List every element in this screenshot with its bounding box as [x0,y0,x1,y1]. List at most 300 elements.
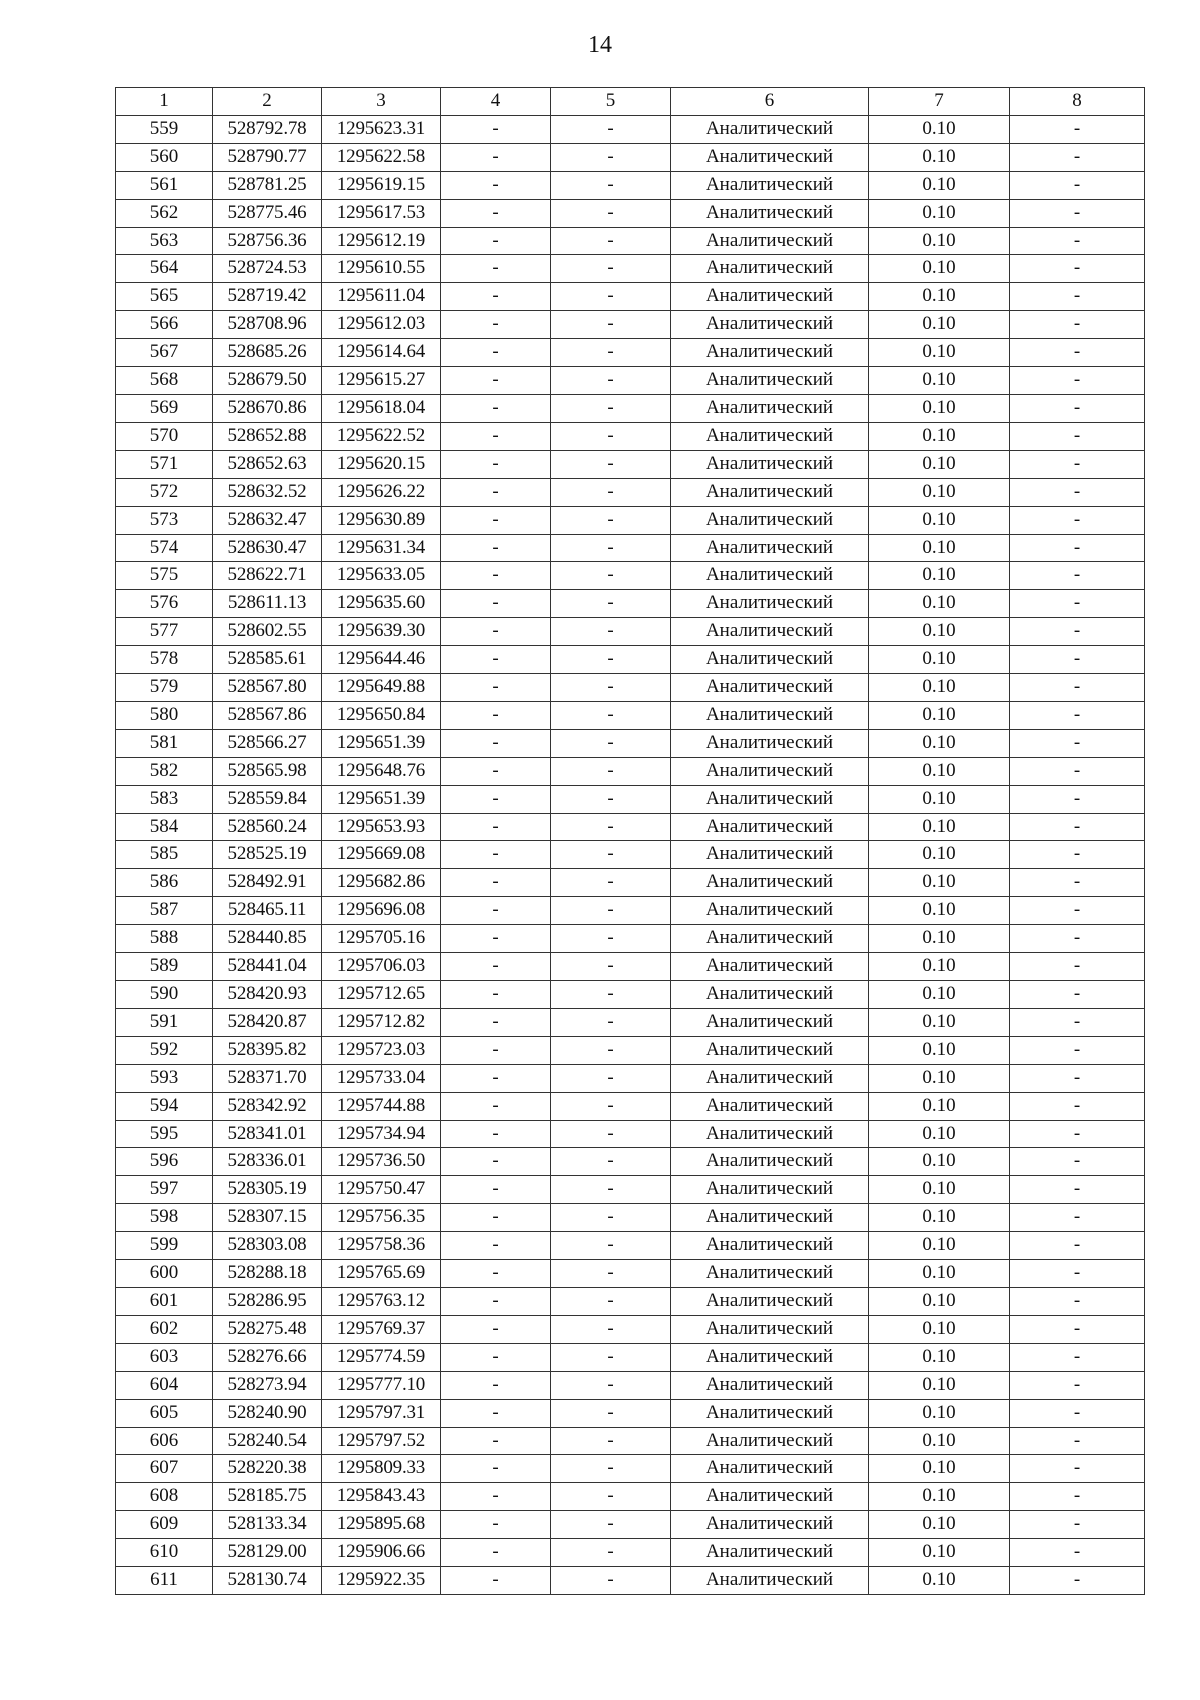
col-4-cell: - [441,283,551,311]
col-5-cell: - [551,785,671,813]
col-4-cell: - [441,981,551,1009]
col-8-cell: - [1010,869,1145,897]
method-cell: Аналитический [671,506,869,534]
col-5-cell: - [551,394,671,422]
point-number-cell: 566 [116,311,213,339]
col-5-cell: - [551,841,671,869]
table-row [116,562,1145,590]
col-8-cell: - [1010,143,1145,171]
col-4-cell: - [441,841,551,869]
coord-y-cell: 1295639.30 [322,618,441,646]
col-8-cell: - [1010,450,1145,478]
table-row [116,590,1145,618]
method-cell: Аналитический [671,115,869,143]
accuracy-cell: 0.10 [869,1176,1010,1204]
col-4-cell: - [441,897,551,925]
col-5-cell: - [551,1148,671,1176]
col-4-cell: - [441,590,551,618]
accuracy-cell: 0.10 [869,1343,1010,1371]
coord-y-cell: 1295797.31 [322,1399,441,1427]
table-row [116,367,1145,395]
col-5-cell: - [551,1343,671,1371]
point-number-cell: 597 [116,1176,213,1204]
table-row [116,506,1145,534]
col-5-cell: - [551,422,671,450]
point-number-cell: 590 [116,981,213,1009]
point-number-cell: 583 [116,785,213,813]
method-cell: Аналитический [671,171,869,199]
col-8-cell: - [1010,1343,1145,1371]
col-4-cell: - [441,1455,551,1483]
table-row [116,925,1145,953]
method-cell: Аналитический [671,283,869,311]
method-cell: Аналитический [671,562,869,590]
col-4-cell: - [441,1315,551,1343]
accuracy-cell: 0.10 [869,841,1010,869]
point-number-cell: 576 [116,590,213,618]
accuracy-cell: 0.10 [869,199,1010,227]
method-cell: Аналитический [671,143,869,171]
col-8-cell: - [1010,1232,1145,1260]
coord-x-cell: 528567.80 [213,674,322,702]
col-8-cell: - [1010,367,1145,395]
table-row [116,199,1145,227]
point-number-cell: 578 [116,646,213,674]
point-number-cell: 598 [116,1204,213,1232]
col-8-cell: - [1010,1260,1145,1288]
col-4-cell: - [441,227,551,255]
col-8-cell: - [1010,1148,1145,1176]
table-row [116,1287,1145,1315]
point-number-cell: 563 [116,227,213,255]
method-cell: Аналитический [671,1008,869,1036]
col-5-cell: - [551,199,671,227]
method-cell: Аналитический [671,841,869,869]
col-5-cell: - [551,1092,671,1120]
coord-x-cell: 528220.38 [213,1455,322,1483]
method-cell: Аналитический [671,981,869,1009]
coord-x-cell: 528630.47 [213,534,322,562]
method-cell: Аналитический [671,618,869,646]
coord-x-cell: 528566.27 [213,729,322,757]
coord-y-cell: 1295758.36 [322,1232,441,1260]
coord-x-cell: 528240.54 [213,1427,322,1455]
point-number-cell: 609 [116,1511,213,1539]
col-4-cell: - [441,422,551,450]
method-cell: Аналитический [671,1287,869,1315]
col-5-cell: - [551,618,671,646]
point-number-cell: 601 [116,1287,213,1315]
point-number-cell: 591 [116,1008,213,1036]
method-cell: Аналитический [671,590,869,618]
method-cell: Аналитический [671,1176,869,1204]
point-number-cell: 610 [116,1539,213,1567]
point-number-cell: 565 [116,283,213,311]
col-8-cell: - [1010,590,1145,618]
col-4-cell: - [441,394,551,422]
accuracy-cell: 0.10 [869,981,1010,1009]
coord-y-cell: 1295611.04 [322,283,441,311]
accuracy-cell: 0.10 [869,785,1010,813]
method-cell: Аналитический [671,339,869,367]
col-5-cell: - [551,1511,671,1539]
coord-x-cell: 528336.01 [213,1148,322,1176]
point-number-cell: 568 [116,367,213,395]
col-4-cell: - [441,1064,551,1092]
table-row [116,422,1145,450]
method-cell: Аналитический [671,1232,869,1260]
coord-y-cell: 1295763.12 [322,1287,441,1315]
table-row [116,1315,1145,1343]
col-8-cell: - [1010,674,1145,702]
table-row [116,1148,1145,1176]
coord-y-cell: 1295615.27 [322,367,441,395]
point-number-cell: 572 [116,478,213,506]
coord-x-cell: 528622.71 [213,562,322,590]
point-number-cell: 559 [116,115,213,143]
method-cell: Аналитический [671,1371,869,1399]
accuracy-cell: 0.10 [869,450,1010,478]
point-number-cell: 577 [116,618,213,646]
method-cell: Аналитический [671,925,869,953]
col-4-cell: - [441,1399,551,1427]
col-5-cell: - [551,450,671,478]
col-4-cell: - [441,1176,551,1204]
col-4-cell: - [441,701,551,729]
column-header-1: 1 [116,88,213,116]
header-row [116,88,1145,116]
coord-x-cell: 528341.01 [213,1120,322,1148]
method-cell: Аналитический [671,1539,869,1567]
accuracy-cell: 0.10 [869,506,1010,534]
col-8-cell: - [1010,422,1145,450]
table-header [116,88,1145,116]
method-cell: Аналитический [671,869,869,897]
coord-x-cell: 528567.86 [213,701,322,729]
point-number-cell: 611 [116,1567,213,1595]
col-5-cell: - [551,869,671,897]
table-row [116,115,1145,143]
col-4-cell: - [441,506,551,534]
col-8-cell: - [1010,562,1145,590]
col-4-cell: - [441,143,551,171]
coord-x-cell: 528560.24 [213,813,322,841]
coord-x-cell: 528559.84 [213,785,322,813]
coord-y-cell: 1295633.05 [322,562,441,590]
coord-x-cell: 528708.96 [213,311,322,339]
table-row [116,869,1145,897]
col-4-cell: - [441,339,551,367]
method-cell: Аналитический [671,227,869,255]
col-8-cell: - [1010,981,1145,1009]
accuracy-cell: 0.10 [869,1567,1010,1595]
coord-y-cell: 1295706.03 [322,953,441,981]
coord-y-cell: 1295622.58 [322,143,441,171]
point-number-cell: 599 [116,1232,213,1260]
coord-y-cell: 1295620.15 [322,450,441,478]
accuracy-cell: 0.10 [869,1232,1010,1260]
col-4-cell: - [441,618,551,646]
point-number-cell: 574 [116,534,213,562]
col-8-cell: - [1010,925,1145,953]
coord-x-cell: 528670.86 [213,394,322,422]
accuracy-cell: 0.10 [869,813,1010,841]
method-cell: Аналитический [671,953,869,981]
point-number-cell: 564 [116,255,213,283]
method-cell: Аналитический [671,813,869,841]
coord-y-cell: 1295682.86 [322,869,441,897]
coord-x-cell: 528602.55 [213,618,322,646]
col-4-cell: - [441,534,551,562]
col-4-cell: - [441,1232,551,1260]
accuracy-cell: 0.10 [869,646,1010,674]
coord-y-cell: 1295631.34 [322,534,441,562]
method-cell: Аналитический [671,1455,869,1483]
table-row [116,1511,1145,1539]
coord-x-cell: 528440.85 [213,925,322,953]
point-number-cell: 596 [116,1148,213,1176]
coord-y-cell: 1295769.37 [322,1315,441,1343]
point-number-cell: 606 [116,1427,213,1455]
col-8-cell: - [1010,1511,1145,1539]
table-row [116,311,1145,339]
col-8-cell: - [1010,729,1145,757]
coord-x-cell: 528611.13 [213,590,322,618]
coord-x-cell: 528792.78 [213,115,322,143]
method-cell: Аналитический [671,1343,869,1371]
col-4-cell: - [441,1427,551,1455]
coord-x-cell: 528724.53 [213,255,322,283]
method-cell: Аналитический [671,729,869,757]
table-row [116,729,1145,757]
table-row [116,478,1145,506]
coord-y-cell: 1295653.93 [322,813,441,841]
col-5-cell: - [551,981,671,1009]
accuracy-cell: 0.10 [869,757,1010,785]
coord-y-cell: 1295612.03 [322,311,441,339]
coord-y-cell: 1295649.88 [322,674,441,702]
table-row [116,227,1145,255]
point-number-cell: 585 [116,841,213,869]
coord-x-cell: 528305.19 [213,1176,322,1204]
coord-x-cell: 528679.50 [213,367,322,395]
coord-x-cell: 528240.90 [213,1399,322,1427]
col-8-cell: - [1010,255,1145,283]
col-4-cell: - [441,1343,551,1371]
table-row [116,674,1145,702]
col-5-cell: - [551,115,671,143]
column-header-4: 4 [441,88,551,116]
col-5-cell: - [551,171,671,199]
col-4-cell: - [441,115,551,143]
table-row [116,1120,1145,1148]
col-8-cell: - [1010,785,1145,813]
point-number-cell: 567 [116,339,213,367]
accuracy-cell: 0.10 [869,227,1010,255]
accuracy-cell: 0.10 [869,367,1010,395]
table-row [116,646,1145,674]
coord-x-cell: 528420.93 [213,981,322,1009]
coord-x-cell: 528185.75 [213,1483,322,1511]
column-header-7: 7 [869,88,1010,116]
method-cell: Аналитический [671,1036,869,1064]
col-8-cell: - [1010,953,1145,981]
point-number-cell: 561 [116,171,213,199]
accuracy-cell: 0.10 [869,1315,1010,1343]
col-4-cell: - [441,1092,551,1120]
table-row [116,1343,1145,1371]
col-5-cell: - [551,1483,671,1511]
col-8-cell: - [1010,1455,1145,1483]
accuracy-cell: 0.10 [869,1427,1010,1455]
col-8-cell: - [1010,394,1145,422]
col-5-cell: - [551,1315,671,1343]
table-row [116,1483,1145,1511]
col-5-cell: - [551,953,671,981]
coord-y-cell: 1295705.16 [322,925,441,953]
coord-x-cell: 528790.77 [213,143,322,171]
accuracy-cell: 0.10 [869,478,1010,506]
accuracy-cell: 0.10 [869,1455,1010,1483]
method-cell: Аналитический [671,394,869,422]
accuracy-cell: 0.10 [869,1204,1010,1232]
point-number-cell: 594 [116,1092,213,1120]
coord-x-cell: 528133.34 [213,1511,322,1539]
col-8-cell: - [1010,897,1145,925]
coord-y-cell: 1295648.76 [322,757,441,785]
col-5-cell: - [551,1399,671,1427]
table-row [116,757,1145,785]
column-header-2: 2 [213,88,322,116]
method-cell: Аналитический [671,478,869,506]
col-5-cell: - [551,897,671,925]
table-row [116,534,1145,562]
coord-y-cell: 1295644.46 [322,646,441,674]
coord-y-cell: 1295774.59 [322,1343,441,1371]
col-8-cell: - [1010,1176,1145,1204]
accuracy-cell: 0.10 [869,1539,1010,1567]
col-5-cell: - [551,1204,671,1232]
col-5-cell: - [551,143,671,171]
accuracy-cell: 0.10 [869,618,1010,646]
accuracy-cell: 0.10 [869,1008,1010,1036]
coord-y-cell: 1295712.65 [322,981,441,1009]
accuracy-cell: 0.10 [869,339,1010,367]
accuracy-cell: 0.10 [869,1399,1010,1427]
method-cell: Аналитический [671,255,869,283]
method-cell: Аналитический [671,534,869,562]
accuracy-cell: 0.10 [869,1511,1010,1539]
col-4-cell: - [441,1483,551,1511]
col-4-cell: - [441,478,551,506]
coord-y-cell: 1295612.19 [322,227,441,255]
coord-x-cell: 528420.87 [213,1008,322,1036]
col-5-cell: - [551,1008,671,1036]
table-row [116,1399,1145,1427]
table-row [116,143,1145,171]
coord-x-cell: 528441.04 [213,953,322,981]
column-header-5: 5 [551,88,671,116]
col-5-cell: - [551,339,671,367]
col-8-cell: - [1010,646,1145,674]
coord-x-cell: 528685.26 [213,339,322,367]
table-row [116,450,1145,478]
coord-x-cell: 528288.18 [213,1260,322,1288]
col-5-cell: - [551,701,671,729]
accuracy-cell: 0.10 [869,283,1010,311]
table-row [116,255,1145,283]
coord-y-cell: 1295736.50 [322,1148,441,1176]
coord-y-cell: 1295696.08 [322,897,441,925]
coord-y-cell: 1295610.55 [322,255,441,283]
accuracy-cell: 0.10 [869,1287,1010,1315]
col-5-cell: - [551,255,671,283]
coord-x-cell: 528652.63 [213,450,322,478]
point-number-cell: 603 [116,1343,213,1371]
coord-y-cell: 1295614.64 [322,339,441,367]
table-row [116,394,1145,422]
point-number-cell: 584 [116,813,213,841]
table-row [116,1008,1145,1036]
coord-x-cell: 528652.88 [213,422,322,450]
col-8-cell: - [1010,1287,1145,1315]
table-row [116,618,1145,646]
accuracy-cell: 0.10 [869,897,1010,925]
coord-x-cell: 528756.36 [213,227,322,255]
col-8-cell: - [1010,813,1145,841]
col-4-cell: - [441,367,551,395]
point-number-cell: 569 [116,394,213,422]
point-number-cell: 579 [116,674,213,702]
accuracy-cell: 0.10 [869,115,1010,143]
col-8-cell: - [1010,1399,1145,1427]
point-number-cell: 608 [116,1483,213,1511]
method-cell: Аналитический [671,450,869,478]
coord-y-cell: 1295777.10 [322,1371,441,1399]
coord-x-cell: 528492.91 [213,869,322,897]
coord-x-cell: 528632.52 [213,478,322,506]
col-4-cell: - [441,869,551,897]
col-8-cell: - [1010,1064,1145,1092]
coord-y-cell: 1295895.68 [322,1511,441,1539]
table-row [116,283,1145,311]
method-cell: Аналитический [671,1204,869,1232]
point-number-cell: 570 [116,422,213,450]
col-5-cell: - [551,534,671,562]
method-cell: Аналитический [671,367,869,395]
col-5-cell: - [551,311,671,339]
col-5-cell: - [551,1567,671,1595]
point-number-cell: 593 [116,1064,213,1092]
coord-y-cell: 1295650.84 [322,701,441,729]
col-4-cell: - [441,1539,551,1567]
col-4-cell: - [441,1120,551,1148]
col-8-cell: - [1010,618,1145,646]
table-row [116,701,1145,729]
col-4-cell: - [441,646,551,674]
coord-y-cell: 1295843.43 [322,1483,441,1511]
col-4-cell: - [441,1148,551,1176]
accuracy-cell: 0.10 [869,1120,1010,1148]
coord-x-cell: 528585.61 [213,646,322,674]
coord-x-cell: 528465.11 [213,897,322,925]
coord-x-cell: 528273.94 [213,1371,322,1399]
table-row [116,171,1145,199]
coord-y-cell: 1295669.08 [322,841,441,869]
point-number-cell: 573 [116,506,213,534]
accuracy-cell: 0.10 [869,1260,1010,1288]
col-5-cell: - [551,562,671,590]
